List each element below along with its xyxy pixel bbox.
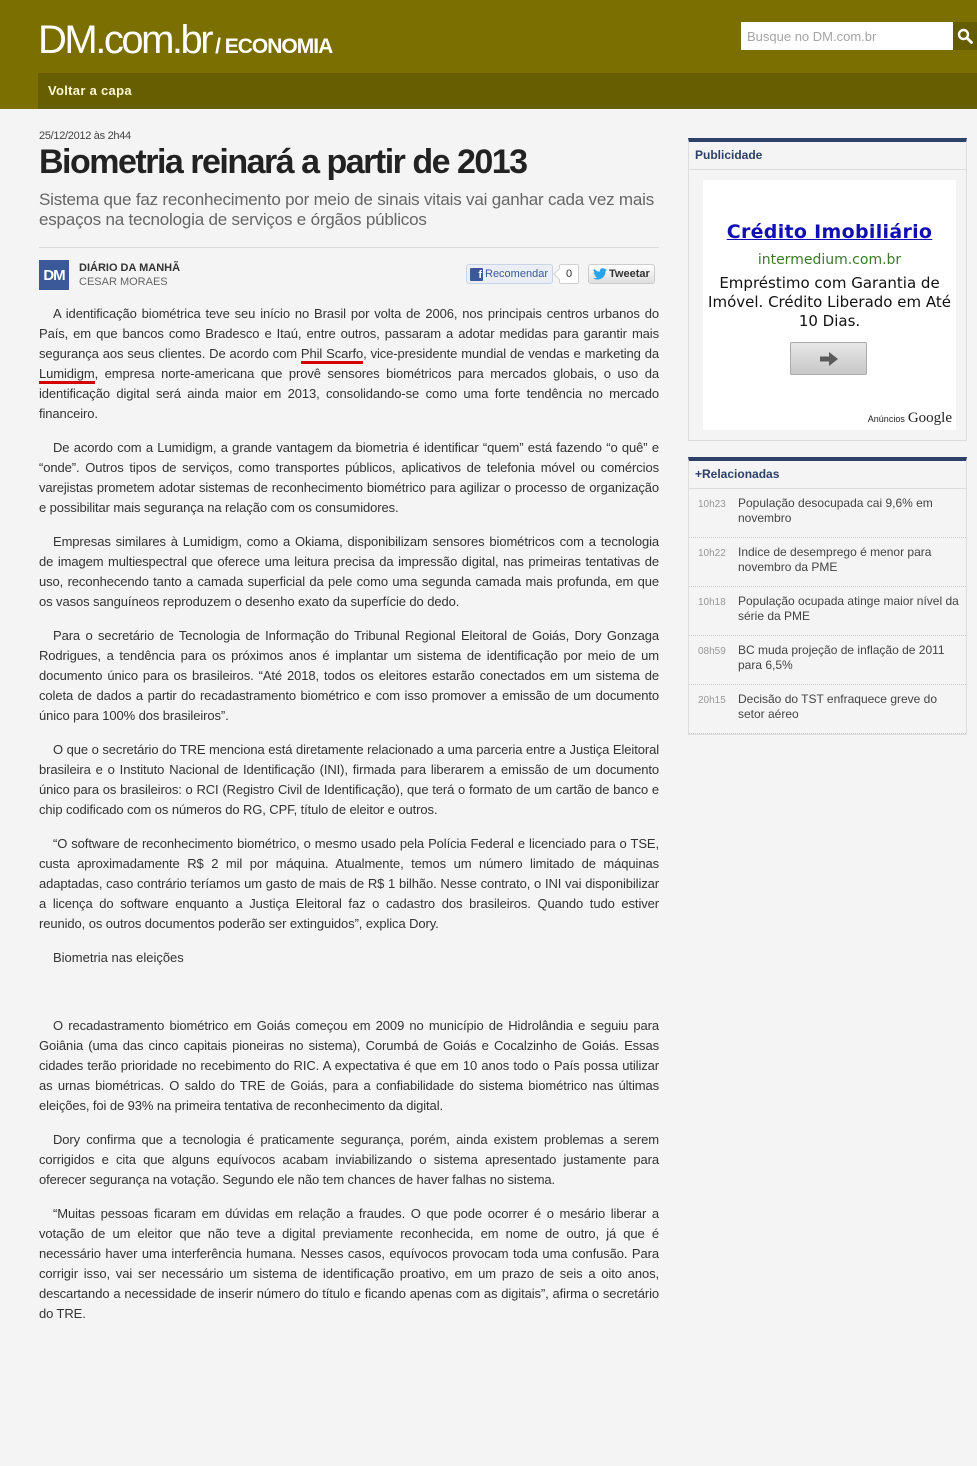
ad-description: Empréstimo com Garantia de Imóvel. Crédito Liberado em Até 10 Dias. (708, 274, 951, 330)
source-logo: DM (39, 260, 69, 290)
paragraph (39, 304, 659, 424)
related-title[interactable]: População ocupada atinge maior nível da série da PME (738, 594, 959, 623)
site-logo[interactable] (38, 18, 332, 63)
related-list (689, 489, 966, 734)
tweet-label: Tweetar (609, 268, 650, 280)
paragraph: “O software de reconhecimento biométrico, o mesmo usado pela Polícia Federal e licenciado para o TSE, custa aproximadamente R$ 2 mil por máquina. Atualmente, temos um número limitado de máquinas adaptadas, caso contrário teríamos um gasto de mais de R$ 1 bilhão. Nesse contrato, o INI vai disponibilizar a licença do software enquanto a Justiça Eleitoral faz o cadastro dos brasileiros. Quando tudo estiver reunido, os outros documentos poderão ser extinguidos”, explica Dory. (39, 836, 659, 931)
ad-go-button[interactable] (790, 342, 867, 375)
paragraph: De acordo com a Lumidigm, a grande vantagem da biometria é identificar “quem” está fazendo “o quê” e “onde”. Outros tipos de serviços, como transportes públicos, aplicativos de telefonia móvel ou comércios varejistas prometem adotar sistemas de reconhecimento biométrico para agilizar o processo de organização e possibilitar mais segurança na relação com os consumidores. (39, 440, 659, 515)
related-box-title: +Relacionadas (689, 461, 966, 489)
nav-bar (38, 73, 977, 109)
section-subhead: Biometria nas eleições (53, 950, 184, 965)
paragraph-text: A identificação biométrica teve seu início no Brasil por volta de 2006, nos principais centros urbanos do País, em que bancos como Bradesco e Itaú, entre outros, passaram a adotar medidas para garantir mais segurança aos seus clientes. De acordo com (39, 306, 659, 361)
logo-main: DM.com.br (38, 18, 212, 62)
paragraph: Empresas similares à Lumidigm, como a Okiama, disponibilizam sensores biométricos com a tecnologia de imagem multiespectral que oferece uma leitura precisa da impressão digital, nas primeiras tentativas de uso, reconhecendo tanto a camada superficial da pele como uma segunda camada mais profunda, em que os vasos sanguíneos reproduzem o desenho exato da superfície do dedo. (39, 534, 659, 609)
related-box (688, 457, 967, 735)
author-name: CESAR MORAES (79, 276, 168, 288)
related-item[interactable] (689, 636, 966, 685)
related-time: 20h15 (698, 695, 726, 706)
related-title[interactable]: Indice de desemprego é menor para novembro da PME (738, 545, 932, 574)
ad-footer-label: Anúncios (867, 414, 905, 424)
ad-title-link[interactable]: Crédito Imobiliário (726, 221, 933, 243)
paragraph: Dory confirma que a tecnologia é praticamente segurança, porém, ainda existem problemas a serem corrigidos e cita que alguns equívocos acabam inviabilizando o sistema apresentado justamente para oferecer segurança na votação. Segundo ele não tem chances de haver falhas no sistema. (39, 1132, 659, 1187)
tweet-button[interactable] (588, 264, 655, 284)
byline (39, 248, 659, 296)
logo-section: / ECONOMIA (215, 35, 333, 58)
article-body (39, 304, 659, 1324)
facebook-recommend-label: Recomendar (485, 268, 548, 280)
site-header (0, 0, 977, 109)
twitter-bird-icon (593, 268, 607, 280)
paragraph: O que o secretário do TRE menciona está diretamente relacionado a uma parceria entre a Justiça Eleitoral brasileira e o Instituto Nacional de Identificação (INI), firmada para liberarem a emissão de um documento único para os brasileiros: o RCI (Registro Civil de Identificação), que terá o formato de um cartão de banco e chip codificado com os números do RG, CPF, título de eleitor e outros. (39, 742, 659, 817)
article-subtitle: Sistema que faz reconhecimento por meio de sinais vitais vai ganhar cada vez mais espaços na tecnologia de serviços e órgãos públicos (39, 190, 655, 229)
facebook-count: 0 (559, 264, 579, 284)
related-item[interactable] (689, 538, 966, 587)
article (39, 130, 659, 1338)
related-item[interactable] (689, 587, 966, 636)
related-time: 08h59 (698, 646, 726, 657)
related-time: 10h22 (698, 548, 726, 559)
article-title: Biometria reinará a partir de 2013 (39, 143, 527, 181)
link-phil-scarfo[interactable]: Phil Scarfo (301, 346, 363, 364)
paragraph-text: , empresa norte-americana que provê sensores biométricos para mercados globais, o uso da identificação digital será ainda maior em 2013, consolidando-se como uma forte tendência no mercado financeiro. (39, 366, 659, 421)
related-title[interactable]: População desocupada cai 9,6% em novembro (738, 496, 933, 525)
article-date: 25/12/2012 às 2h44 (39, 130, 131, 142)
ad-box (688, 138, 967, 441)
source-name: DIÁRIO DA MANHÃ (79, 262, 181, 274)
related-item[interactable] (689, 489, 966, 538)
magnifier-icon (957, 28, 973, 44)
related-title[interactable]: BC muda projeção de inflação de 2011 para 6,5% (738, 643, 945, 672)
paragraph-text: , vice-presidente mundial de vendas e marketing da (363, 346, 659, 361)
related-title[interactable]: Decisão do TST enfraquece greve do setor aéreo (738, 692, 938, 721)
paragraph: Para o secretário de Tecnologia de Informação do Tribunal Regional Eleitoral de Goiás, Dory Gonzaga Rodrigues, a tendência para os próximos anos é implantar um sistema de identificação por meio de um documento único para os brasileiros. “Até 2018, todos os eleitores estarão conectados em um sistema de coleta de dados a partir do recadastramento biométrico e com isso promover a emissão de um documento único para 100% dos brasileiros”. (39, 628, 659, 723)
link-lumidigm[interactable]: Lumidigm (39, 366, 95, 384)
facebook-icon: f (470, 268, 483, 281)
google-logo: Google (907, 410, 952, 426)
related-time: 10h18 (698, 597, 726, 608)
back-to-home-link[interactable]: Voltar a capa (48, 83, 132, 98)
arrow-right-icon (820, 352, 838, 366)
related-item[interactable] (689, 685, 966, 734)
ad-unit[interactable] (703, 180, 956, 430)
search-input[interactable] (741, 22, 953, 50)
search-button[interactable] (953, 22, 977, 50)
ad-box-title: Publicidade (689, 142, 966, 170)
facebook-recommend-button[interactable] (466, 264, 553, 284)
paragraph: O recadastramento biométrico em Goiás começou em 2009 no município de Hidrolândia e seguiu para Goiânia (uma das cinco capitais pioneiras no sistema), Corumbá de Goiás e Cocalzinho de Goiás. Essas cidades terão prioridade no recebimento do RIC. A expectativa é que em 10 anos todo o País possa utilizar as urnas biométricas. O saldo do TRE de Goiás, para a confiabilidade do sistema biométrico nas últimas eleições, foi de 93% na primeira tentativa de reconhecimento da digital. (39, 1018, 659, 1113)
related-time: 10h23 (698, 499, 726, 510)
ad-url[interactable]: intermedium.com.br (757, 252, 902, 268)
paragraph: “Muitas pessoas ficaram em dúvidas em relação a fraudes. O que pode ocorrer é o mesário liberar a votação de um eleitor que não teve a digital previamente reconhecida, em nome de outro, já que é necessário haver uma interferência humana. Nesses casos, equívocos provocam toda uma confusão. Para corrigir isso, vai ser necessário um sistema de identificação proativo, em um prazo de seis a oito anos, descartando a necessidade de inserir número do título e ficando apenas com as digitais”, afirma o secretário do TRE. (39, 1206, 659, 1321)
sidebar (688, 138, 967, 735)
ad-footer[interactable] (868, 410, 952, 427)
